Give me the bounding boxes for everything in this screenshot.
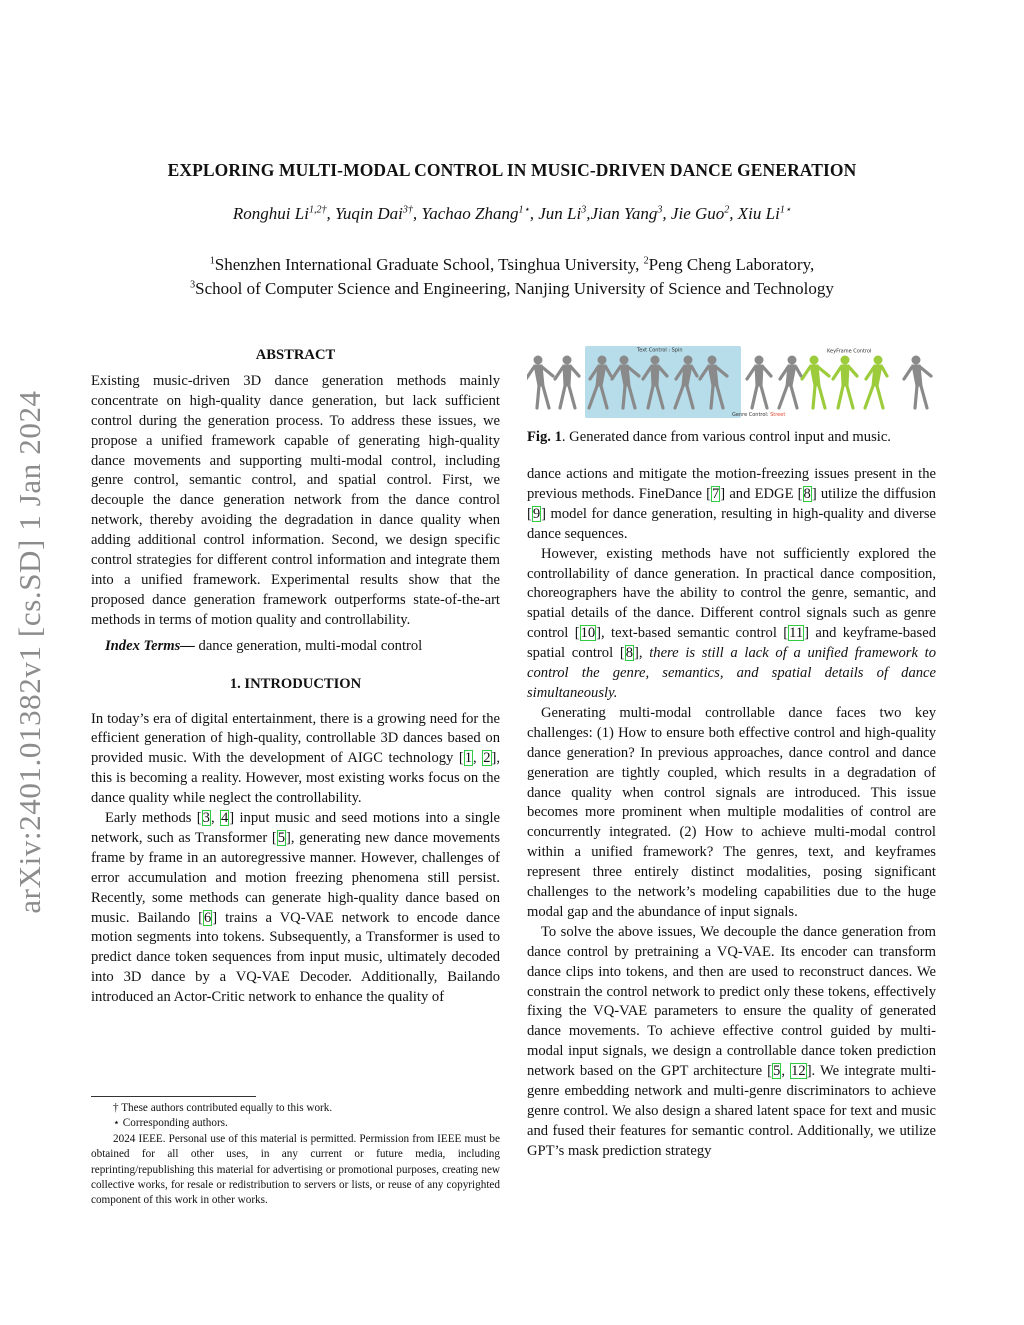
left-column [91, 346, 500, 1008]
author-list: Ronghui $Li^{1,2\dagger}$, Yuqin Dai$^{3\dagger}$, Yachao Zhang$^{1⋆}$, Jun Li$^3$,Jian Yang$^3$, Jie Guo$^2$, Xiu $Li^{1⋆}$ [232, 204, 792, 223]
author-name: Jian Yang [590, 204, 658, 223]
arxiv-stamp: arXiv:2401.01382v1 [cs.SD] 1 Jan 2024 [12, 390, 47, 914]
right-paragraph-1: dance actions and mitigate the motion-freezing issues present in the previous methods. FineDance [7] and EDGE [8] utilize the diffusion [9] model for dance generation, resulting in high-quality and diverse dance sequences. [527, 466, 936, 542]
figure-1-dance-sequence [527, 346, 937, 418]
right-paragraph-3: Generating multi-modal controllable dance faces two key challenges: (1) How to ensure both effective control and high-quality dance generation? In previous approaches, dance control and dance generation are tightly coupled, which results in a degradation of dance quality when control signals are introduced. This issue becomes more prominent when multiple modalities of control are concurrently integrated. (2) How to achieve multi-modal control within a unified framework? The genres, text, and keyframes represent three entirely distinct modalities, posing significant challenges to the network’s modeling capabilities due to the huge modal gap and the abundance of input signals. [527, 704, 936, 920]
author-name: Xiu Li [737, 204, 780, 223]
dancer-figure [833, 356, 857, 408]
abstract-heading: ABSTRACT [255, 347, 336, 363]
footnote-equal-contribution: † These authors contributed equally to this work. [113, 1102, 333, 1114]
dancer-figure [904, 356, 931, 408]
citation-link[interactable]: 6 [203, 909, 212, 926]
citation-link[interactable]: 10 [580, 625, 596, 642]
dancer-figure [779, 356, 801, 408]
right-column [527, 465, 936, 1162]
paper-title: EXPLORING MULTI-MODAL CONTROL IN MUSIC-DRIVEN DANCE GENERATION [167, 160, 857, 180]
abstract-text: Existing music-driven 3D dance generation methods mainly concentrate on high-quality dance generation, but lack sufficient control during the generation process. To address these issues, we propose a unified framework capable of generating high-quality dance movements and supporting multi-modal control, including genre control, semantic control, and spatial control. First, we decouple the dance generation network from the dance control network, thereby avoiding the degradation in dance quality when adding additional control information. Second, we design specific control strategies for different control information and integrate them into a unified framework. Experimental results show that the proposed dance generation framework outperforms state-of-the-art methods in terms of motion quality and controllability. [91, 372, 500, 628]
intro-paragraph-2: Early methods [3, 4] input music and seed motions into a single network, such as Transformer [5], generating new dance movements frame by frame in an autoregressive manner. However, challenges of error accumulation and motion freezing phenomena still persist. Recently, some methods can generate high-quality dance based on music. Bailando [6] trains a VQ-VAE network to encode dance motion segments into tokens. Subsequently, a Transformer is used to predict dance token sequences from input music, ultimately decoded into 3D dance by a VQ-VAE Decoder. Additionally, Bailando introduced an Actor-Critic network to enhance the quality of [91, 810, 500, 1006]
citation-link[interactable]: 5 [277, 829, 285, 846]
footnote-copyright: 2024 IEEE. Personal use of this material is permitted. Permission from IEEE must be obtained for all other uses, in any current or future media, including reprinting/republishing this material for advertising or promotional purposes, creating new collective works, for resale or redistribution to servers or lists, or reuse of any copyrighted component of this work in other works. [91, 1132, 500, 1207]
author-name: Ronghui Li [232, 204, 309, 223]
genre-control-label: Genre Control: Street [732, 412, 786, 418]
figure-1-caption: Fig. 1. Generated dance from various control input and music. [527, 429, 891, 445]
citation-link[interactable]: 2 [483, 750, 491, 767]
author-name: Yachao Zhang [421, 204, 519, 223]
author-name: Yuqin Dai [334, 204, 403, 223]
index-terms: Index Terms— dance generation, multi-modal control [105, 637, 423, 654]
author-name: Jun Li [538, 204, 582, 223]
citation-link[interactable]: 1 [464, 750, 473, 767]
footnote-rule [91, 1096, 256, 1097]
citation-link[interactable]: 5 [773, 1063, 781, 1080]
keyframe-control-label: KeyFrame Control [827, 348, 872, 355]
author-name: Jie Guo [670, 204, 725, 223]
citation-link[interactable]: 11 [789, 625, 804, 642]
dancer-figure [802, 356, 829, 408]
dancer-figure [555, 356, 579, 408]
citation-link[interactable]: 9 [532, 505, 541, 522]
dancer-figure [527, 356, 553, 408]
dancer-figure [865, 356, 887, 408]
citation-link[interactable]: 3 [202, 810, 210, 827]
footnote-corresponding: ⋆ Corresponding authors. [113, 1117, 228, 1130]
citation-link[interactable]: 4 [220, 810, 229, 827]
introduction-heading: 1. INTRODUCTION [229, 675, 362, 692]
citation-link[interactable]: 8 [803, 485, 811, 502]
citation-link[interactable]: 8 [625, 645, 633, 662]
citation-link[interactable]: 7 [711, 485, 720, 502]
affiliation-line-1: $^1$Shenzhen International Graduate School, Tsinghua University, $^2$Peng Cheng Laboratory, [209, 255, 815, 274]
right-paragraph-2: However, existing methods have not sufficiently explored the controllability of dance generation. In practical dance composition, choreographers have the ability to control the genre, semantic, and spatial details of the dance. Different control signals such as genre control [10], text-based semantic control [11] and keyframe-based spatial control [8], there is still a lack of a unified framework to control the genre, semantics, and spatial details of dance simultaneously. [527, 545, 936, 701]
affiliation-line-2: $^3$School of Computer Science and Engineering, Nanjing University of Science and Technology [190, 279, 834, 298]
intro-paragraph-1: In today’s era of digital entertainment, there is a growing need for the efficient generation of high-quality, controllable 3D dances based on provided music. With the development of AIGC technology [1, 2], this is becoming a reality. However, most existing works focus on the dance quality while neglect the controllability. [91, 710, 501, 807]
dancer-figure [747, 356, 771, 408]
footnotes [91, 1101, 500, 1209]
right-paragraph-4: To solve the above issues, We decouple the dance generation from dance control by pretraining a VQ-VAE. Its encoder can transform dance clips into tokens, and then are used to reconstruct dances. We constrain the control network to predict only these tokens, effectively fixing the VQ-VAE parameters to ensure the quality of generated dance movements. To achieve effective control guided by multi-modal input signals, we design a controllable dance token prediction network based on the GPT architecture [5, 12]. We integrate multi-genre embedding network and multi-genre discriminators to achieve genre control. We also design a shared latent space for text and music and fused their features for semantic control. Additionally, we utilize GPT’s mask prediction strategy [527, 923, 937, 1159]
text-control-label: Text Control : Spin [637, 347, 683, 354]
citation-link[interactable]: 12 [791, 1063, 806, 1080]
